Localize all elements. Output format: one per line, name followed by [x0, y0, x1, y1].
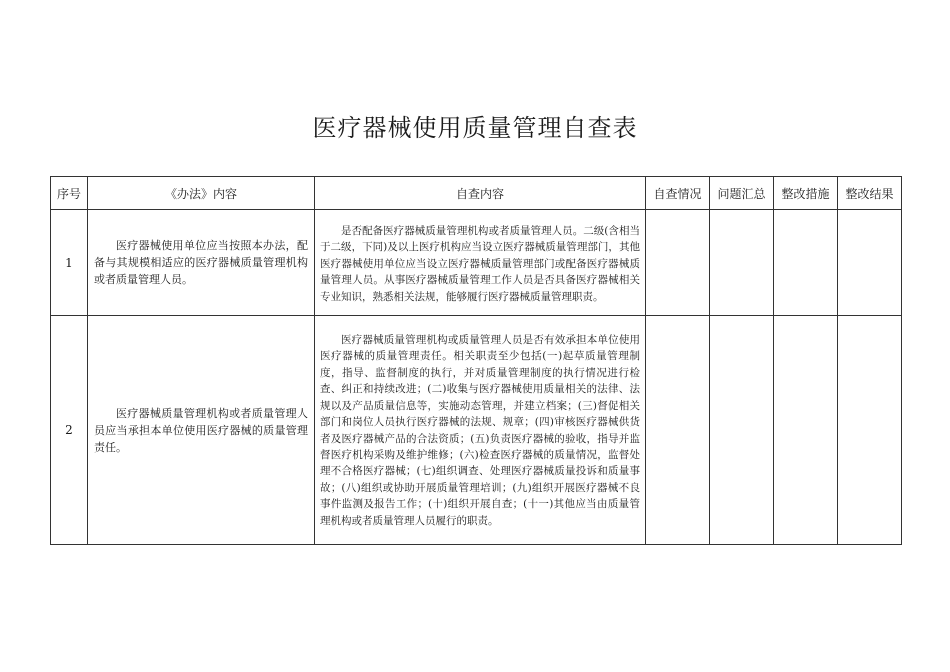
- header-self-check-status: 自查情况: [646, 177, 710, 210]
- row-rectification-measures[interactable]: [774, 316, 838, 545]
- row-self-check-status[interactable]: [646, 316, 710, 545]
- header-issue-summary: 问题汇总: [710, 177, 774, 210]
- header-law-content: 《办法》内容: [88, 177, 315, 210]
- self-check-table: [50, 176, 902, 545]
- header-seq: 序号: [51, 177, 88, 210]
- header-rectification-measures: 整改措施: [774, 177, 838, 210]
- header-check-content: 自查内容: [315, 177, 646, 210]
- row-check-content: 医疗器械质量管理机构或质量管理人员是否有效承担本单位使用医疗器械的质量管理责任。相关职责至少包括(一)起草质量管理制度，指导、监督制度的执行，并对质量管理制度的执行情况进行检查、纠正和持续改进；(二)收集与医疗器械使用质量相关的法律、法规以及产品质量信息等，实施动态管理，并建立档案；(三)督促相关部门和岗位人员执行医疗器械的法规、规章；(四)审核医疗器械供货者及医疗器械产品的合法资质；(五)负责医疗器械的验收，指导并监督医疗机构采购及维护维修；(六)检查医疗器械的质量情况，监督处理不合格医疗器械；(七)组织调查、处理医疗器械质量投诉和质量事故；(八)组织或协助开展质量管理培训；(九)组织开展医疗器械不良事件监测及报告工作；(十)组织开展自查；(十一)其他应当由质量管理机构或者质量管理人员履行的职责。: [315, 316, 646, 545]
- row-check-content: 是否配备医疗器械质量管理机构或者质量管理人员。二级(含相当于二级，下同)及以上医疗机构应当设立医疗器械质量管理部门，其他医疗器械使用单位应当设立医疗器械质量管理部门或配备医疗器械质量管理人员。从事医疗器械质量管理工作人员是否具备医疗器械相关专业知识，熟悉相关法规，能够履行医疗器械质量管理职责。: [315, 210, 646, 316]
- table-row: [51, 210, 902, 316]
- row-issue-summary[interactable]: [710, 210, 774, 316]
- row-law-content: 医疗器械使用单位应当按照本办法，配备与其规模相适应的医疗器械质量管理机构或者质量管理人员。: [88, 210, 315, 316]
- row-rectification-result[interactable]: [838, 316, 902, 545]
- header-rectification-result: 整改结果: [838, 177, 902, 210]
- row-self-check-status[interactable]: [646, 210, 710, 316]
- table-header-row: [51, 177, 902, 210]
- row-seq: 2: [51, 316, 88, 545]
- table-row: [51, 316, 902, 545]
- row-issue-summary[interactable]: [710, 316, 774, 545]
- document-title: 医疗器械使用质量管理自查表: [312, 114, 638, 142]
- row-rectification-result[interactable]: [838, 210, 902, 316]
- row-rectification-measures[interactable]: [774, 210, 838, 316]
- row-seq: 1: [51, 210, 88, 316]
- row-law-content: 医疗器械质量管理机构或者质量管理人员应当承担本单位使用医疗器械的质量管理责任。: [88, 316, 315, 545]
